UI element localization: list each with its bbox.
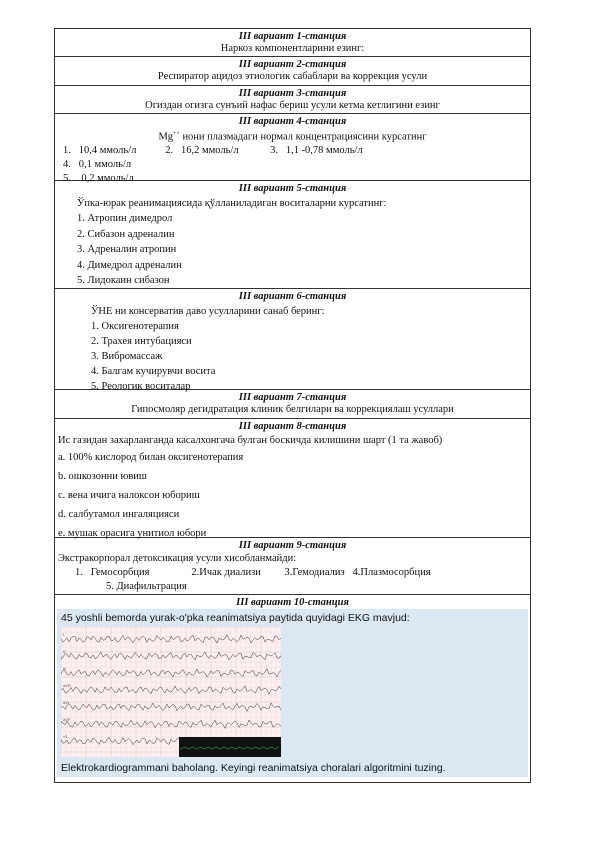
station-3 [55, 86, 530, 114]
option: 2. Сибазон адреналин [77, 228, 175, 240]
ecg-lead-label: aVF [63, 717, 71, 722]
station-header: III вариант 8-станция [238, 421, 347, 432]
station-header: III вариант 9-станция [238, 540, 347, 551]
option: a. 100% кислород билан оксигенотерапия [58, 452, 244, 463]
options-list [55, 319, 530, 394]
exam-table [54, 28, 531, 783]
station-title: Mg++ иони плазмадаги нормал концентрациясини курсатинг [158, 131, 427, 143]
ecg-lead-label: III [63, 666, 67, 671]
option-line: 1. Гемосорбция 2.Ичак диализи 3.Гемодиализ 4.Плазмосорбция [75, 567, 431, 578]
station-header: III вариант 4-станция [238, 116, 347, 127]
ecg-strip-image [61, 627, 281, 757]
case-task: Elektrokardiogrammani baholang. Keyingi reanimatsiya choralari algoritmini tuzing. [61, 762, 446, 774]
ecg-lead-label: V1 [63, 734, 68, 739]
station-9 [55, 538, 530, 595]
ecg-lead-label: aVR [63, 683, 71, 688]
option: 1. Атропин димедрол [77, 213, 173, 224]
ecg-lead-label: aVL [63, 700, 71, 705]
options-row-1: 1. 10,4 ммоль/л 2. 16,2 ммоль/л 3. 1,1 -0,78 ммоль/л [63, 144, 363, 156]
station-10 [55, 595, 530, 783]
ecg-panel [57, 609, 528, 777]
ecg-lead-label: I [63, 632, 65, 637]
ecg-lead-label: II [63, 649, 66, 654]
option: e. мушак орасига унитиол юбори [58, 528, 207, 539]
option: 4. 0,1 ммоль/л [63, 158, 132, 170]
case-intro: 45 yoshli bemorda yurak-o'pka reanimatsiya paytida quyidagi EKG mavjud: [61, 612, 410, 624]
option: d. салбутамол ингаляцияси [58, 509, 180, 520]
station-header: III вариант 3-станция [238, 88, 347, 99]
station-5 [55, 181, 530, 289]
station-header: III вариант 6-станция [238, 291, 347, 302]
monitor-panel [179, 737, 281, 757]
option: 1. Оксигенотерапия [91, 321, 179, 332]
station-title: Наркоз компонентларини езинг: [220, 43, 365, 54]
option: c. вена ичига налоксон юбориш [58, 490, 200, 501]
station-header: III вариант 5-станция [238, 183, 347, 194]
question: Ўпка-юрак реанимациясида қўлланиладиган воситаларни курсатинг: [77, 198, 387, 209]
station-title: Респиратор ацидоз этиологик сабаблари ва коррекция усули [157, 71, 428, 82]
station-title: Огиздан огизга сунъий нафас бериш усули кетма кетлигини езинг [145, 100, 440, 111]
station-4 [55, 114, 530, 184]
question: ЎНЕ ни консерватив даво усулларини санаб беринг: [91, 306, 325, 317]
options-list [55, 211, 530, 289]
station-header: III вариант 2-станция [238, 59, 347, 70]
station-header: III вариант 10-станция [236, 597, 349, 608]
question: Ис газидан захарланганда касалхонгача булган боскичда килишини шарт (1 та жавоб) [58, 435, 443, 446]
option: 4. Балгам кучирувчи восита [91, 366, 216, 377]
option-line: 5. Диафильтрация [106, 581, 187, 592]
option: 5. Реологик воситалар [91, 381, 191, 392]
options-list [55, 448, 530, 543]
station-8 [55, 419, 530, 538]
option: 3. Вибромассаж [91, 351, 163, 362]
station-title: Гипосмоляр дегидратация клиник белгилари ва коррекциялаш усуллари [131, 404, 454, 415]
station-7 [55, 390, 530, 419]
station-header: III вариант 7-станция [238, 392, 347, 403]
option: 5. 0,2 ммоль/л [63, 172, 134, 184]
option: 3. Адреналин атропин [77, 244, 177, 255]
option: 2. Трахея интубацияси [91, 336, 192, 347]
station-6 [55, 289, 530, 390]
station-2 [55, 57, 530, 86]
option: 5. Лидокаин сибазон [77, 275, 170, 286]
option: b. ошкозонни ювиш [58, 471, 147, 482]
station-header: III вариант 1-станция [238, 31, 347, 42]
station-1 [55, 29, 530, 57]
option: 4. Димедрол адреналин [77, 259, 182, 271]
question: Экстракорпорал детоксикация усули хисобланмайди: [58, 553, 297, 564]
